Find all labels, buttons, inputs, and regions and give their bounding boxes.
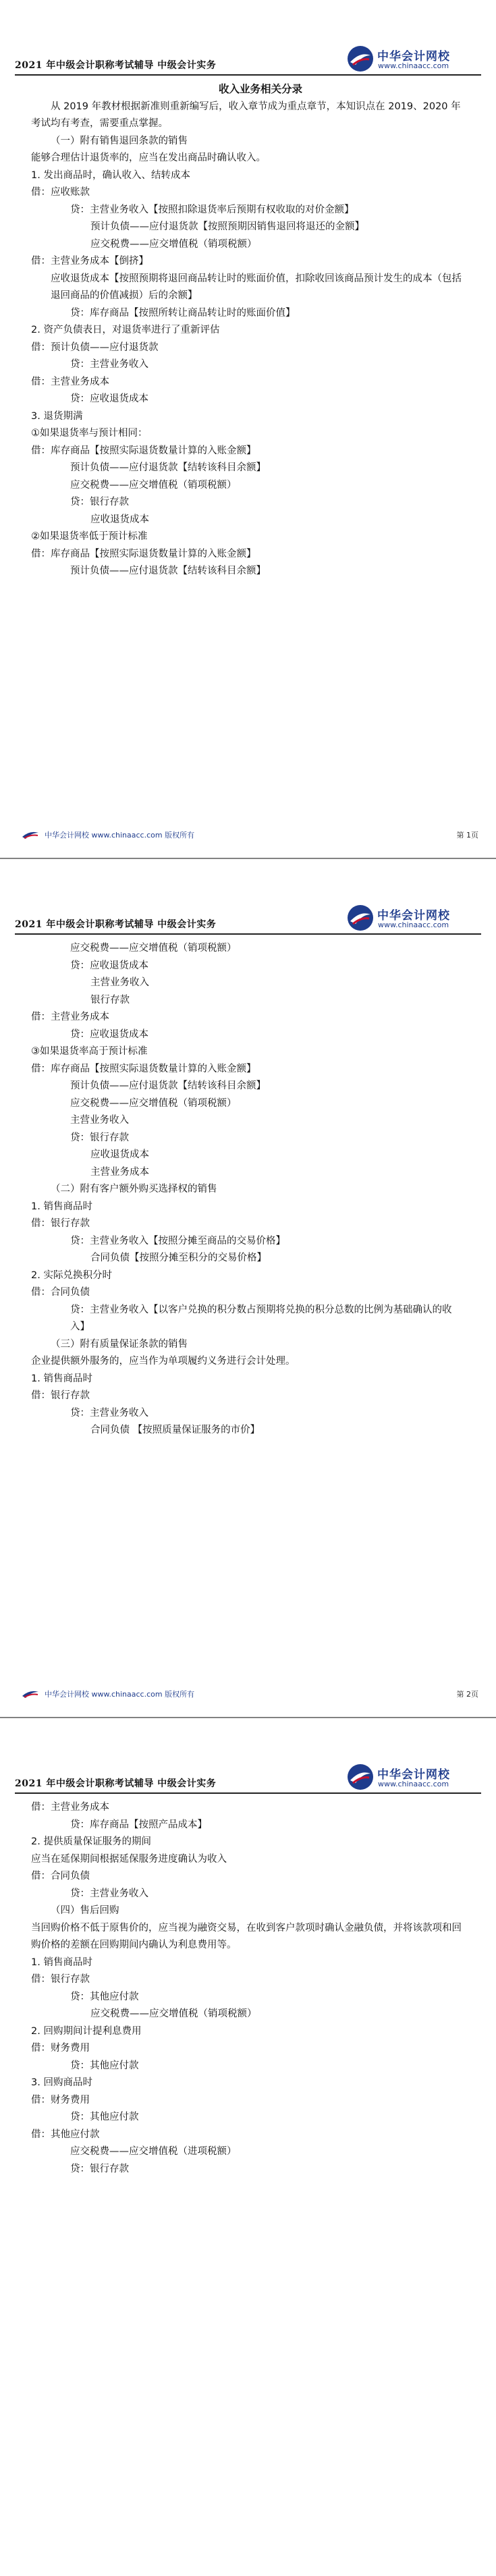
chinaacc-logo-icon — [346, 1763, 375, 1791]
text-line: 预计负债——应付退货款【结转该科目余额】 — [70, 462, 266, 473]
text-line: 1. 销售商品时 — [31, 1201, 92, 1212]
footer-copyright: 中华会计网校 www.chinaacc.com 版权所有 — [45, 831, 195, 840]
page-separator — [0, 1717, 496, 1718]
text-line: 贷：主营业务收入【按照分摊至商品的交易价格】 — [70, 1235, 285, 1246]
page-number: 第 2页 — [456, 1690, 478, 1699]
page-body — [31, 81, 463, 580]
text-line: 2. 回购期间计提利息费用 — [31, 2025, 142, 2037]
text-line: 贷：其他应付款 — [70, 2060, 139, 2071]
text-line: 贷：主营业务收入 — [70, 359, 148, 370]
text-line: 贷：主营业务收入 — [70, 1888, 148, 1899]
text-line: 贷：银行存款 — [70, 497, 129, 508]
text-line: 合同负债【按照分摊至积分的交易价格】 — [90, 1253, 267, 1263]
text-line: 贷：应收退货成本 — [70, 960, 148, 971]
text-line: 应交税费——应交增值税（销项税额） — [70, 943, 237, 954]
logo-name: 中华会计网校 — [377, 909, 450, 923]
text-line: 贷：应收退货成本 — [70, 393, 148, 404]
page-number: 第 1页 — [456, 831, 478, 840]
text-line: 银行存款 — [90, 994, 130, 1006]
text-line: 借：合同负债 — [31, 1871, 90, 1882]
text-line: 预计负债——应付退货款【结转该科目余额】 — [70, 566, 266, 576]
text-line: 借：库存商品【按照实际退货数量计算的入账金额】 — [31, 548, 256, 559]
text-line: 借：预计负债——应付退货款 — [31, 341, 159, 353]
header-title: 2021 年中级会计职称考试辅导 中级会计实务 — [15, 60, 217, 71]
chinaacc-logo-icon — [346, 904, 375, 932]
text-line: 贷：主营业务收入【按照扣除退货率后预期有权收取的对价金额】 — [70, 204, 354, 215]
header-rule — [15, 1792, 481, 1794]
text-line: 借：银行存款 — [31, 1974, 90, 1985]
footer-logo-icon — [22, 1689, 39, 1699]
text-line: 借：主营业务成本【倒挤】 — [31, 256, 148, 267]
text-line: 1. 销售商品时 — [31, 1956, 92, 1968]
text-line: 1. 发出商品时，确认收入、结转成本 — [31, 169, 190, 181]
text-line: 借：财务费用 — [31, 2043, 90, 2054]
text-line: 应交税费——应交增值税（销项税额） — [70, 479, 237, 491]
logo-url: www.chinaacc.com — [378, 1780, 449, 1788]
text-line: 1. 销售商品时 — [31, 1373, 92, 1384]
header-rule — [15, 74, 481, 76]
page-header — [15, 1763, 481, 1794]
text-line: 应收退货成本 — [90, 514, 149, 525]
text-line: 3. 回购商品时 — [31, 2077, 92, 2088]
brand-logo — [346, 45, 481, 73]
chinaacc-logo-icon — [346, 45, 375, 73]
text-line: 从 2019 年教材根据新准则重新编写后，收入章节成为重点章节，本知识点在 2019、2020 年考试均有考查，需要重点掌握。 — [31, 101, 461, 129]
header-title: 2021 年中级会计职称考试辅导 中级会计实务 — [15, 919, 217, 930]
text-line: 应收退货成本【按照预期将退回商品转让时的账面价值，扣除收回该商品预计发生的成本（包括退回商品的价值减损）后的余额】 — [51, 273, 462, 301]
text-line: 应当在延保期间根据延保服务进度确认为收入 — [31, 1853, 227, 1865]
text-line: 主营业务收入 — [90, 977, 149, 988]
text-line: ①如果退货率与预计相同： — [31, 428, 148, 439]
text-line: 贷：其他应付款 — [70, 2112, 139, 2122]
text-line: 主营业务收入 — [70, 1115, 129, 1126]
logo-name: 中华会计网校 — [377, 50, 450, 63]
brand-logo — [346, 904, 481, 932]
page-header — [15, 904, 481, 935]
text-line: 合同负债 【按照质量保证服务的市价】 — [90, 1425, 260, 1435]
logo-url: www.chinaacc.com — [378, 61, 449, 70]
text-line: 主营业务成本 — [90, 1166, 149, 1178]
text-line: 应收退货成本 — [90, 1149, 149, 1160]
text-line: 借：库存商品【按照实际退货数量计算的入账金额】 — [31, 445, 256, 456]
text-line: ②如果退货率低于预计标准 — [31, 531, 148, 542]
text-line: 借：银行存款 — [31, 1218, 90, 1229]
text-line: 借：库存商品【按照实际退货数量计算的入账金额】 — [31, 1063, 256, 1074]
text-line: 企业提供额外服务的，应当作为单项履约义务进行会计处理。 — [31, 1356, 296, 1367]
logo-name: 中华会计网校 — [377, 1768, 450, 1782]
text-line: 贷：应收退货成本 — [70, 1029, 148, 1040]
text-line: 2. 实际兑换积分时 — [31, 1269, 112, 1281]
text-line: 能够合理估计退货率的，应当在发出商品时确认收入。 — [31, 153, 266, 163]
text-line: 应交税费——应交增值税（销项税额） — [70, 1097, 237, 1109]
text-line: 2. 提供质量保证服务的期间 — [31, 1836, 151, 1847]
text-line: （二）附有客户额外购买选择权的销售 — [51, 1184, 217, 1195]
logo-url: www.chinaacc.com — [378, 921, 449, 929]
page-header — [15, 45, 481, 76]
text-line: ③如果退货率高于预计标准 — [31, 1046, 148, 1057]
text-line: 应交税费——应交增值税（进项税额） — [70, 2146, 237, 2157]
page-footer — [15, 827, 481, 843]
text-line: 借：主营业务成本 — [31, 1012, 109, 1022]
brand-logo — [346, 1763, 481, 1791]
page-body — [31, 1799, 463, 2178]
text-line: （三）附有质量保证条款的销售 — [51, 1338, 188, 1350]
text-line: 贷：库存商品【按照所转让商品转让时的账面价值】 — [70, 307, 296, 319]
text-line: （四）售后回购 — [51, 1905, 119, 1916]
text-line: 贷：库存商品【按照产品成本】 — [70, 1819, 207, 1830]
text-line: 当回购价格不低于原售价的，应当视为融资交易，在收到客户款项时确认金融负债，并将该款项和回购价格的差额在回购期间内确认为利息费用等。 — [31, 1922, 462, 1950]
document-page — [0, 1718, 496, 2576]
text-line: 3. 退货期满 — [31, 410, 83, 422]
footer-logo-icon — [22, 830, 39, 840]
header-rule — [15, 933, 481, 935]
text-line: （一）附有销售退回条款的销售 — [51, 135, 188, 146]
text-line: 预计负债——应付退货款【按照预期因销售退回将退还的金额】 — [90, 221, 364, 232]
text-line: 贷：银行存款 — [70, 1132, 129, 1143]
text-line: 贷：银行存款 — [70, 2163, 129, 2174]
text-line: 贷：主营业务收入【以客户兑换的积分数占预期将兑换的积分总数的比例为基础确认的收入】 — [70, 1304, 452, 1332]
header-title: 2021 年中级会计职称考试辅导 中级会计实务 — [15, 1778, 217, 1789]
text-line: 预计负债——应付退货款【结转该科目余额】 — [70, 1080, 266, 1091]
text-line: 应交税费——应交增值税（销项税额） — [90, 2008, 257, 2019]
text-line: 借：其他应付款 — [31, 2129, 100, 2140]
text-line: 借：主营业务成本 — [31, 376, 109, 387]
document-page — [0, 0, 496, 858]
text-line: 贷：主营业务收入 — [70, 1407, 148, 1419]
text-line: 借：银行存款 — [31, 1390, 90, 1401]
footer-copyright: 中华会计网校 www.chinaacc.com 版权所有 — [45, 1690, 195, 1699]
text-line: 借：主营业务成本 — [31, 1802, 109, 1813]
text-line: 2. 资产负债表日，对退货率进行了重新评估 — [31, 325, 220, 335]
section-title: 收入业务相关分录 — [218, 83, 302, 95]
page-footer — [15, 1686, 481, 1702]
document-page — [0, 859, 496, 1717]
text-line: 借：合同负债 — [31, 1287, 90, 1298]
text-line: 借：应收账款 — [31, 187, 90, 198]
text-line: 应交税费——应交增值税（销项税额） — [90, 238, 257, 250]
text-line: 贷：其他应付款 — [70, 1991, 139, 2002]
page-body — [31, 940, 463, 1440]
text-line: 借：财务费用 — [31, 2094, 90, 2106]
